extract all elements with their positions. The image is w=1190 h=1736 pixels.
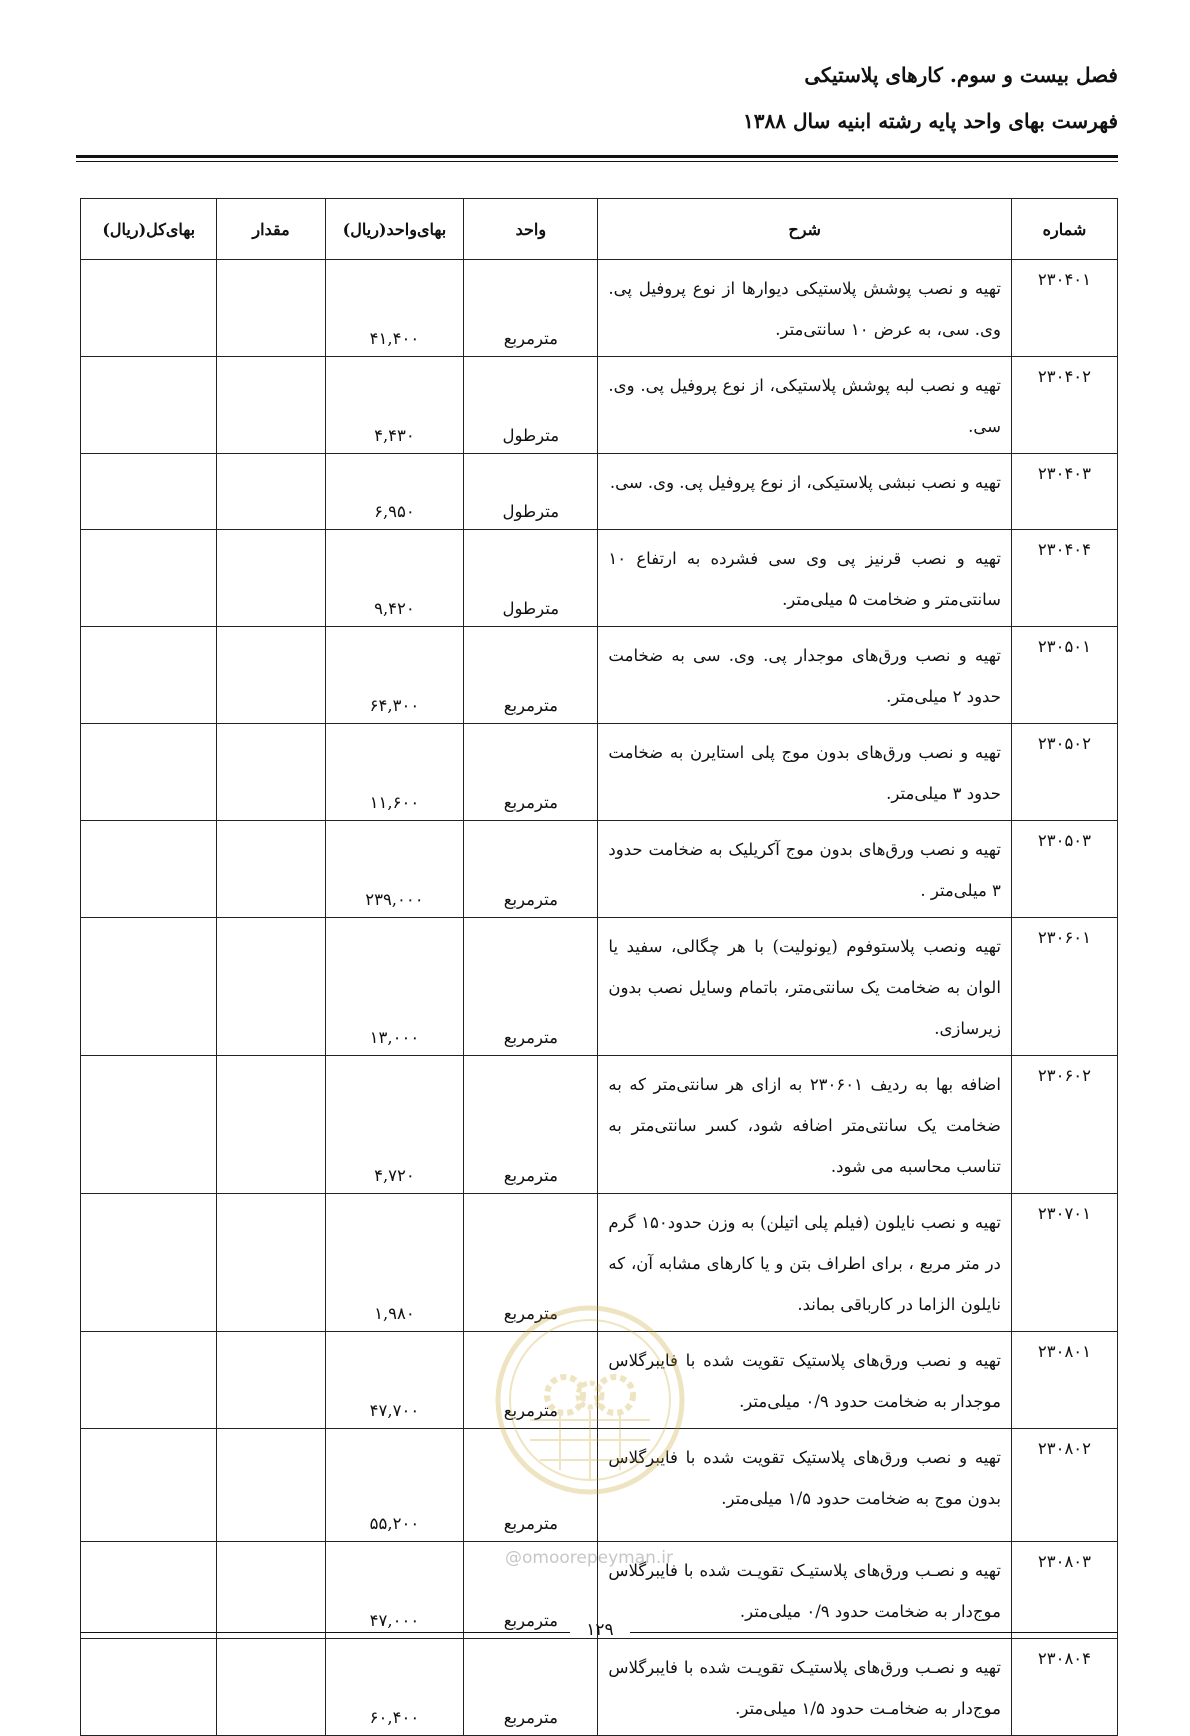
item-unit: مترمربع: [464, 918, 598, 1056]
table-row: [81, 530, 1118, 627]
item-number: ۲۳۰۸۰۱: [1011, 1332, 1117, 1429]
item-description: تهیه و نصـب ورق‌های پلاستیـک تقویـت شده با فایبرگلاس موج‌دار به ضخامت حدود ۰/۹ میلی‌متر.: [598, 1542, 1012, 1639]
item-description: تهیه و نصب لبه پوشش پلاستیکی، از نوع پروفیل پی. وی. سی.: [598, 357, 1012, 454]
item-description: تهیه و نصب نبشی پلاستیکی، از نوع پروفیل پی. وی. سی.: [598, 454, 1012, 530]
item-number: ۲۳۰۷۰۱: [1011, 1194, 1117, 1332]
item-number: ۲۳۰۵۰۱: [1011, 627, 1117, 724]
item-quantity: [217, 918, 325, 1056]
item-description: تهیه و نصب ورق‌های موجدار پی. وی. سی به ضخامت حدود ۲ میلی‌متر.: [598, 627, 1012, 724]
table-row: [81, 1056, 1118, 1194]
item-total-price: [81, 1332, 217, 1429]
item-quantity: [217, 1194, 325, 1332]
item-quantity: [217, 627, 325, 724]
item-unit: مترمربع: [464, 1542, 598, 1639]
item-total-price: [81, 1542, 217, 1639]
item-unit-price: ۴۷,۰۰۰: [325, 1542, 464, 1639]
item-unit: مترطول: [464, 530, 598, 627]
table-row: [81, 454, 1118, 530]
watermark-site: @omoorepeyman.ir: [505, 1548, 674, 1568]
item-unit: مترمربع: [464, 1056, 598, 1194]
item-total-price: [81, 357, 217, 454]
item-description: تهیه ونصب پلاستوفوم (یونولیت) با هر چگالی، سفید یا الوان به ضخامت یک سانتی‌متر، باتمام وسایل نصب بدون زیرسازی.: [598, 918, 1012, 1056]
item-unit: مترمربع: [464, 1429, 598, 1542]
item-total-price: [81, 724, 217, 821]
table-row: [81, 1639, 1118, 1736]
item-description: تهیه و نصـب ورق‌های پلاستیـک تقویـت شده با فایبرگلاس موج‌دار به ضخامـت حدود ۱/۵ میلی‌متر.: [598, 1639, 1012, 1736]
item-unit: مترمربع: [464, 1639, 598, 1736]
item-unit-price: ۱۳,۰۰۰: [325, 918, 464, 1056]
item-quantity: [217, 1542, 325, 1639]
item-number: ۲۳۰۴۰۱: [1011, 260, 1117, 357]
item-quantity: [217, 260, 325, 357]
item-number: ۲۳۰۶۰۱: [1011, 918, 1117, 1056]
table-row: [81, 1332, 1118, 1429]
price-list-title: فهرست بهای واحد پایه رشته ابنیه سال ۱۳۸۸: [743, 109, 1118, 133]
item-unit-price: ۴,۷۲۰: [325, 1056, 464, 1194]
footer-rule-left: [80, 1632, 570, 1633]
column-header-total-price: بهای‌کل(ریال): [81, 199, 217, 260]
item-unit-price: ۵۵,۲۰۰: [325, 1429, 464, 1542]
item-description: تهیه و نصب ورق‌های بدون موج پلی استایرن به ضخامت حدود ۳ میلی‌متر.: [598, 724, 1012, 821]
item-total-price: [81, 530, 217, 627]
item-total-price: [81, 918, 217, 1056]
item-unit: مترمربع: [464, 260, 598, 357]
item-number: ۲۳۰۶۰۲: [1011, 1056, 1117, 1194]
item-unit: مترمربع: [464, 627, 598, 724]
column-header-quantity: مقدار: [217, 199, 325, 260]
item-unit-price: ۶,۹۵۰: [325, 454, 464, 530]
item-unit-price: ۲۳۹,۰۰۰: [325, 821, 464, 918]
item-number: ۲۳۰۸۰۳: [1011, 1542, 1117, 1639]
item-total-price: [81, 260, 217, 357]
page-header: [68, 60, 1118, 136]
table-row: [81, 260, 1118, 357]
item-total-price: [81, 1194, 217, 1332]
item-description: تهیه و نصب پوشش پلاستیکی دیوارها از نوع پروفیل پی. وی. سی، به عرض ۱۰ سانتی‌متر.: [598, 260, 1012, 357]
header-rule-thin: [76, 161, 1118, 162]
item-total-price: [81, 1639, 217, 1736]
item-quantity: [217, 1429, 325, 1542]
item-number: ۲۳۰۵۰۲: [1011, 724, 1117, 821]
item-total-price: [81, 454, 217, 530]
item-unit: مترمربع: [464, 821, 598, 918]
item-description: تهیه و نصب قرنیز پی وی سی فشرده به ارتفاع ۱۰ سانتی‌متر و ضخامت ۵ میلی‌متر.: [598, 530, 1012, 627]
item-quantity: [217, 1056, 325, 1194]
column-header-unit: واحد: [464, 199, 598, 260]
column-header-unit-price: بهای‌واحد(ریال): [325, 199, 464, 260]
column-header-description: شرح: [598, 199, 1012, 260]
item-unit-price: ۴۱,۴۰۰: [325, 260, 464, 357]
table-row: [81, 1429, 1118, 1542]
item-quantity: [217, 357, 325, 454]
item-number: ۲۳۰۴۰۲: [1011, 357, 1117, 454]
item-unit-price: ۱,۹۸۰: [325, 1194, 464, 1332]
item-unit-price: ۱۱,۶۰۰: [325, 724, 464, 821]
item-quantity: [217, 530, 325, 627]
item-description: اضافه بها به ردیف ۲۳۰۶۰۱ به ازای هر سانتی‌متر که به ضخامت یک سانتی‌متر اضافه شود، کسر سانتی‌متر به تناسب محاسبه می شود.: [598, 1056, 1012, 1194]
item-unit-price: ۴,۴۳۰: [325, 357, 464, 454]
item-description: تهیه و نصب ورق‌های بدون موج آکریلیک به ضخامت حدود ۳ میلی‌متر .: [598, 821, 1012, 918]
item-number: ۲۳۰۴۰۴: [1011, 530, 1117, 627]
item-description: تهیه و نصب ورق‌های پلاستیک تقویت شده با فایبرگلاس بدون موج به ضخامت حدود ۱/۵ میلی‌متر.: [598, 1429, 1012, 1542]
item-unit-price: ۶۰,۴۰۰: [325, 1639, 464, 1736]
table-row: [81, 821, 1118, 918]
page-number: ۱۲۹: [586, 1620, 614, 1640]
item-quantity: [217, 1639, 325, 1736]
item-unit: مترمربع: [464, 1332, 598, 1429]
footer-rule-right: [630, 1632, 1118, 1633]
price-table: [80, 198, 1118, 1736]
item-quantity: [217, 821, 325, 918]
chapter-title: فصل بیست و سوم. کارهای پلاستیکی: [804, 63, 1118, 87]
item-quantity: [217, 724, 325, 821]
item-number: ۲۳۰۸۰۲: [1011, 1429, 1117, 1542]
item-unit: مترطول: [464, 357, 598, 454]
item-unit-price: ۶۴,۳۰۰: [325, 627, 464, 724]
table-row: [81, 918, 1118, 1056]
item-total-price: [81, 821, 217, 918]
item-number: ۲۳۰۸۰۴: [1011, 1639, 1117, 1736]
table-row: [81, 357, 1118, 454]
item-quantity: [217, 1332, 325, 1429]
item-number: ۲۳۰۵۰۳: [1011, 821, 1117, 918]
item-total-price: [81, 627, 217, 724]
item-unit-price: ۴۷,۷۰۰: [325, 1332, 464, 1429]
table-row: [81, 724, 1118, 821]
item-unit: مترطول: [464, 454, 598, 530]
item-unit-price: ۹,۴۲۰: [325, 530, 464, 627]
item-total-price: [81, 1429, 217, 1542]
item-quantity: [217, 454, 325, 530]
table-row: [81, 1194, 1118, 1332]
item-unit: مترمربع: [464, 724, 598, 821]
column-header-number: شماره: [1011, 199, 1117, 260]
item-number: ۲۳۰۴۰۳: [1011, 454, 1117, 530]
table-row: [81, 627, 1118, 724]
item-unit: مترمربع: [464, 1194, 598, 1332]
item-description: تهیه و نصب ورق‌های پلاستیک تقویت شده با فایبرگلاس موجدار به ضخامت حدود ۰/۹ میلی‌متر.: [598, 1332, 1012, 1429]
header-rule-thick: [76, 155, 1118, 158]
item-total-price: [81, 1056, 217, 1194]
item-description: تهیه و نصب نایلون (فیلم پلی اتیلن) به وزن حدود۱۵۰ گرم در متر مربع ، برای اطراف بتن و یا کارهای مشابه آن، که نایلون الزاما در کارباقی بماند.: [598, 1194, 1012, 1332]
table-header-row: [81, 199, 1118, 260]
